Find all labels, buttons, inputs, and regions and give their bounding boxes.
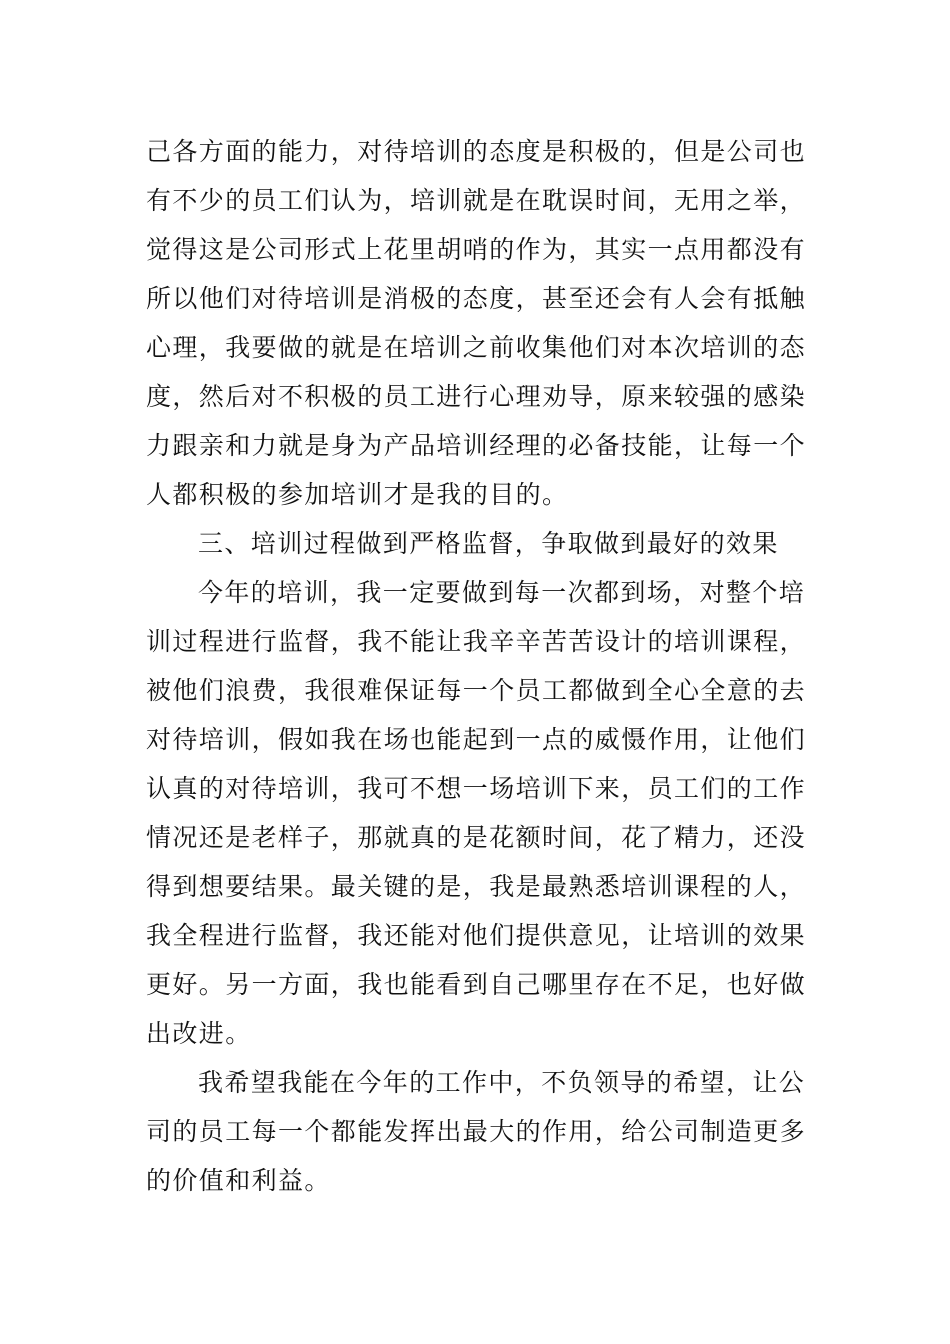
text-line: 今年的培训，我一定要做到每一次都到场，对整个培 [198,578,806,607]
text-line: 心理，我要做的就是在培训之前收集他们对本次培训的态 [146,333,807,362]
text-line: 我全程进行监督，我还能对他们提供意见，让培训的效果 [146,921,807,950]
text-line: 训过程进行监督，我不能让我辛辛苦苦设计的培训课程， [146,627,807,656]
text-line: 觉得这是公司形式上花里胡哨的作为，其实一点用都没有 [146,235,807,264]
text-line: 有不少的员工们认为，培训就是在耽误时间，无用之举， [146,186,807,215]
text-line: 所以他们对待培训是消极的态度，甚至还会有人会有抵触 [146,284,807,313]
section-heading-text: 三、培训过程做到严格监督，争取做到最好的效果 [198,529,779,558]
text-line: 司的员工每一个都能发挥出最大的作用，给公司制造更多 [146,1117,807,1146]
text-line: 对待培训，假如我在场也能起到一点的威慑作用，让他们 [146,725,807,754]
text-line: 情况还是老样子，那就真的是花额时间，花了精力，还没 [146,823,807,852]
text-line: 人都积极的参加培训才是我的目的。 [146,480,569,509]
paragraph-conclusion [146,1058,810,1205]
text-line: 己各方面的能力，对待培训的态度是积极的，但是公司也 [146,137,807,166]
text-line: 的价值和利益。 [146,1166,331,1195]
paragraph-continued [146,127,810,519]
text-line: 出改进。 [146,1019,252,1048]
text-line: 力跟亲和力就是身为产品培训经理的必备技能，让每一个 [146,431,807,460]
paragraph-monitoring [146,568,810,1058]
text-line: 更好。另一方面，我也能看到自己哪里存在不足，也好做 [146,970,807,999]
document-body [146,127,810,1205]
text-line: 得到想要结果。最关键的是，我是最熟悉培训课程的人， [146,872,807,901]
text-line: 我希望我能在今年的工作中，不负领导的希望，让公 [198,1068,806,1097]
section-heading [146,519,810,568]
text-line: 认真的对待培训，我可不想一场培训下来，员工们的工作 [146,774,807,803]
text-line: 被他们浪费，我很难保证每一个员工都做到全心全意的去 [146,676,807,705]
text-line: 度，然后对不积极的员工进行心理劝导，原来较强的感染 [146,382,807,411]
